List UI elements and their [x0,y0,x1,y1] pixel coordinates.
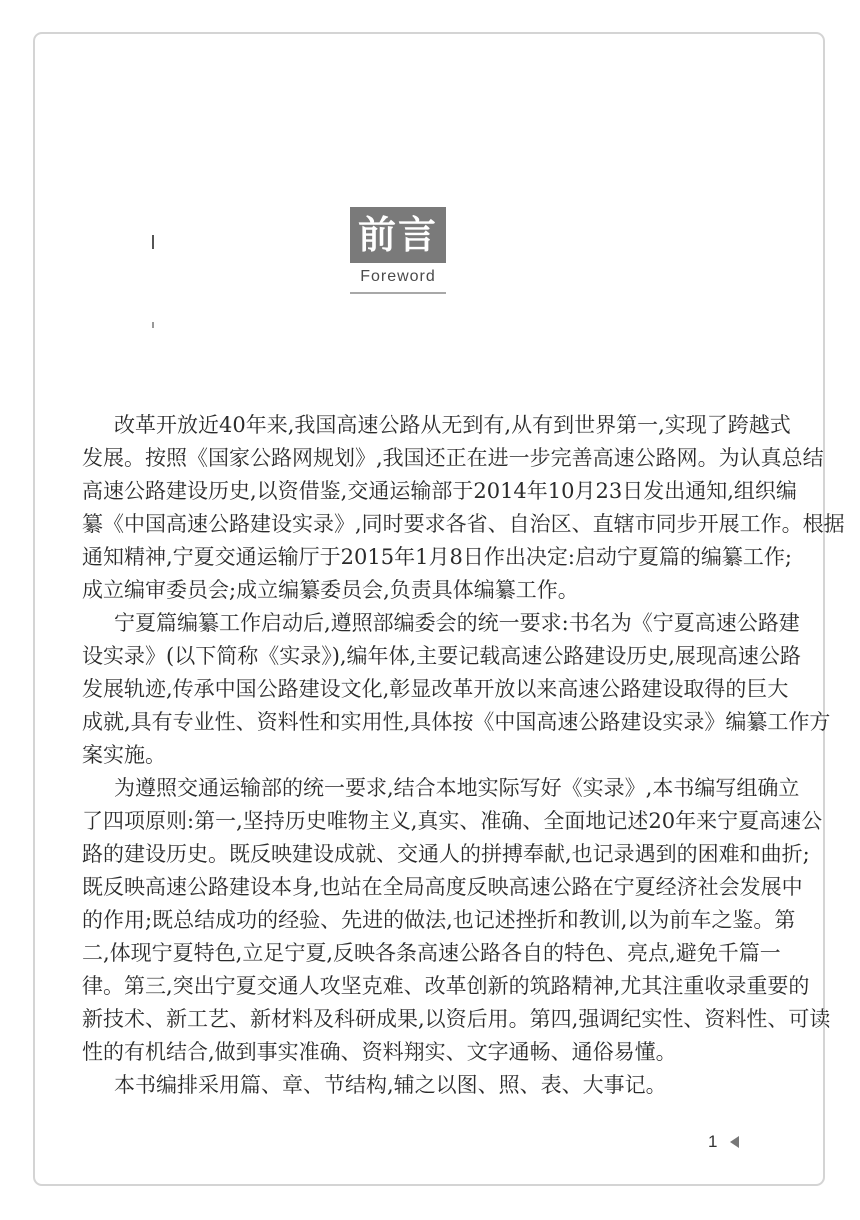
page-number: 1 [708,1132,718,1151]
text-line: 通知精神,宁夏交通运输厅于2015年1月8日作出决定:启动宁夏篇的编纂工作; [82,545,792,569]
text-line: 新技术、新工艺、新材料及科研成果,以资后用。第四,强调纪实性、资料性、可读 [82,1007,831,1031]
text-line: 性的有机结合,做到事实准确、资料翔实、文字通畅、通俗易懂。 [82,1040,677,1064]
text-line: 既反映高速公路建设本身,也站在全局高度反映高速公路在宁夏经济社会发展中 [82,875,803,899]
text-line: 的作用;既总结成功的经验、先进的做法,也记述挫折和教训,以为前车之鉴。第 [82,908,796,932]
preface-title-block [350,207,446,294]
text-line: 发展轨迹,传承中国公路建设文化,彰显改革开放以来高速公路建设取得的巨大 [82,677,789,701]
title-underline [350,292,446,294]
text-line: 宁夏篇编纂工作启动后,遵照部编委会的统一要求:书名为《宁夏高速公路建 [114,611,800,635]
text-line: 为遵照交通运输部的统一要求,结合本地实际写好《实录》,本书编写组确立 [114,776,800,800]
text-line: 成就,具有专业性、资料性和实用性,具体按《中国高速公路建设实录》编纂工作方 [82,710,831,734]
text-line: 高速公路建设历史,以资借鉴,交通运输部于2014年10月23日发出通知,组织编 [82,479,797,503]
text-line: 二,体现宁夏特色,立足宁夏,反映各条高速公路各自的特色、亮点,避免千篇一 [82,941,781,965]
text-line: 发展。按照《国家公路网规划》,我国还正在进一步完善高速公路网。为认真总结 [82,446,824,470]
text-line: 改革开放近40年来,我国高速公路从无到有,从有到世界第一,实现了跨越式 [114,413,791,437]
text-line: 律。第三,突出宁夏交通人攻坚克难、改革创新的筑路精神,尤其注重收录重要的 [82,974,810,998]
text-line: 本书编排采用篇、章、节结构,辅之以图、照、表、大事记。 [114,1073,667,1097]
preface-body [82,409,845,1102]
left-triangle-icon [730,1136,739,1148]
page-subtitle: Foreword [360,268,436,285]
text-line: 了四项原则:第一,坚持历史唯物主义,真实、准确、全面地记述20年来宁夏高速公 [82,809,823,833]
text-line: 纂《中国高速公路建设实录》,同时要求各省、自治区、直辖市同步开展工作。根据 [82,512,845,536]
text-line: 案实施。 [82,743,166,767]
text-line: 设实录》(以下简称《实录》),编年体,主要记载高速公路建设历史,展现高速公路 [82,644,801,668]
scan-mark [152,235,154,249]
scan-mark [152,322,154,328]
page-title: 前言 [350,207,446,263]
text-line: 成立编审委员会;成立编纂委员会,负责具体编纂工作。 [82,578,579,602]
text-line: 路的建设历史。既反映建设成就、交通人的拼搏奉献,也记录遇到的困难和曲折; [82,842,810,866]
